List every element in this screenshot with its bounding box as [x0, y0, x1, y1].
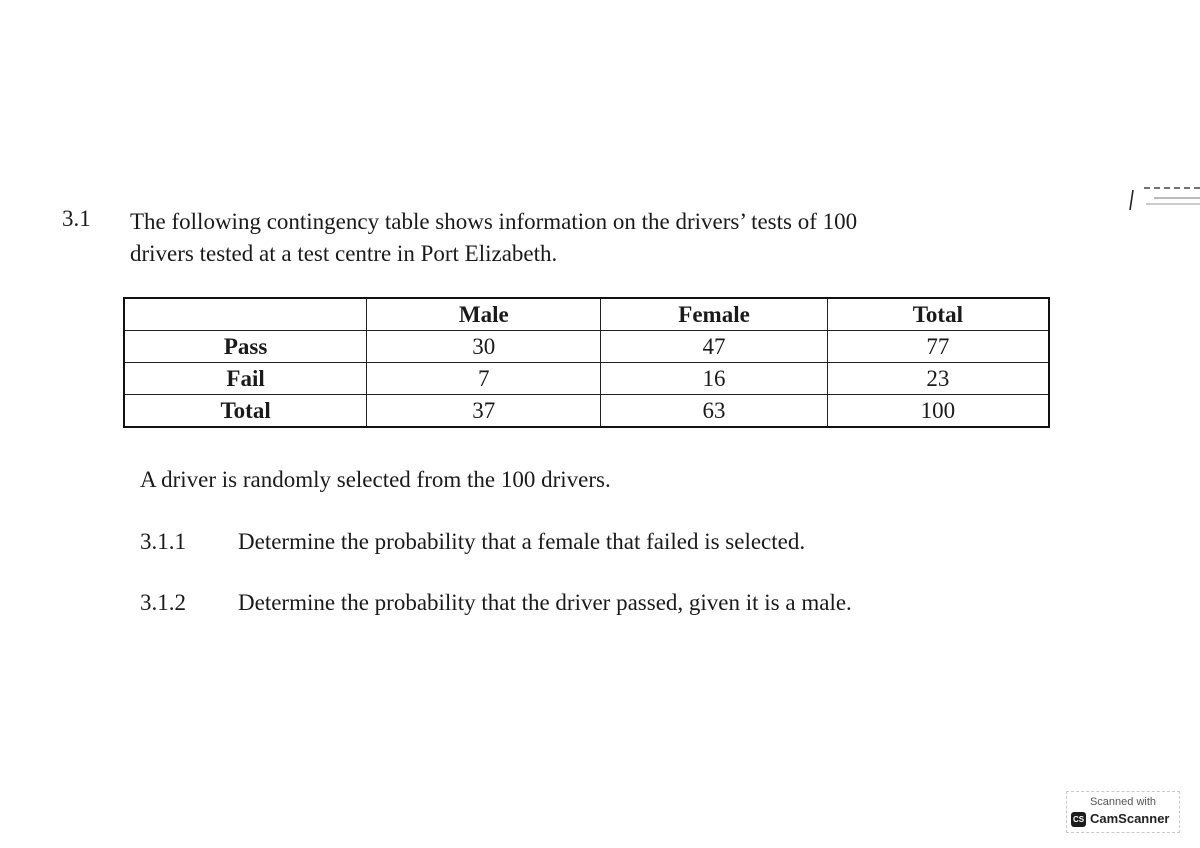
question-line-1: The following contingency table shows information on the drivers’ tests of 100 — [130, 209, 858, 234]
cell-pass-male: 30 — [367, 331, 601, 363]
cropped-margin-mark — [1124, 184, 1200, 214]
cell-fail-female: 16 — [601, 363, 827, 395]
header-male: Male — [367, 298, 601, 331]
table-row — [124, 395, 1049, 428]
question-text — [130, 206, 1030, 270]
watermark-brand: CamScanner — [1090, 811, 1170, 826]
cell-pass-female: 47 — [601, 331, 827, 363]
header-empty — [124, 298, 367, 331]
subquestion-number: 3.1.2 — [140, 590, 186, 615]
header-total: Total — [827, 298, 1049, 331]
table-row — [124, 363, 1049, 395]
table-header-row — [124, 298, 1049, 331]
row-label-total: Total — [124, 395, 367, 428]
question-number: 3.1 — [62, 206, 91, 231]
table-row — [124, 331, 1049, 363]
cell-total-total: 100 — [827, 395, 1049, 428]
question-line-2: drivers tested at a test centre in Port Elizabeth. — [130, 241, 558, 266]
cell-total-female: 63 — [601, 395, 827, 428]
contingency-table — [123, 297, 1050, 428]
camscanner-logo-icon: CS — [1071, 812, 1086, 827]
camscanner-watermark — [1066, 791, 1180, 833]
margin-mark-graphic — [1124, 184, 1200, 214]
subquestion-text: Determine the probability that the driver passed, given it is a male. — [238, 590, 852, 615]
subquestion-text: Determine the probability that a female that failed is selected. — [238, 529, 806, 554]
cell-pass-total: 77 — [827, 331, 1049, 363]
subquestion-number: 3.1.1 — [140, 529, 186, 554]
watermark-caption: Scanned with — [1089, 796, 1157, 808]
intro-text: A driver is randomly selected from the 100 drivers. — [140, 467, 611, 492]
row-label-pass: Pass — [124, 331, 367, 363]
cell-total-male: 37 — [367, 395, 601, 428]
header-female: Female — [601, 298, 827, 331]
row-label-fail: Fail — [124, 363, 367, 395]
cell-fail-male: 7 — [367, 363, 601, 395]
cell-fail-total: 23 — [827, 363, 1049, 395]
